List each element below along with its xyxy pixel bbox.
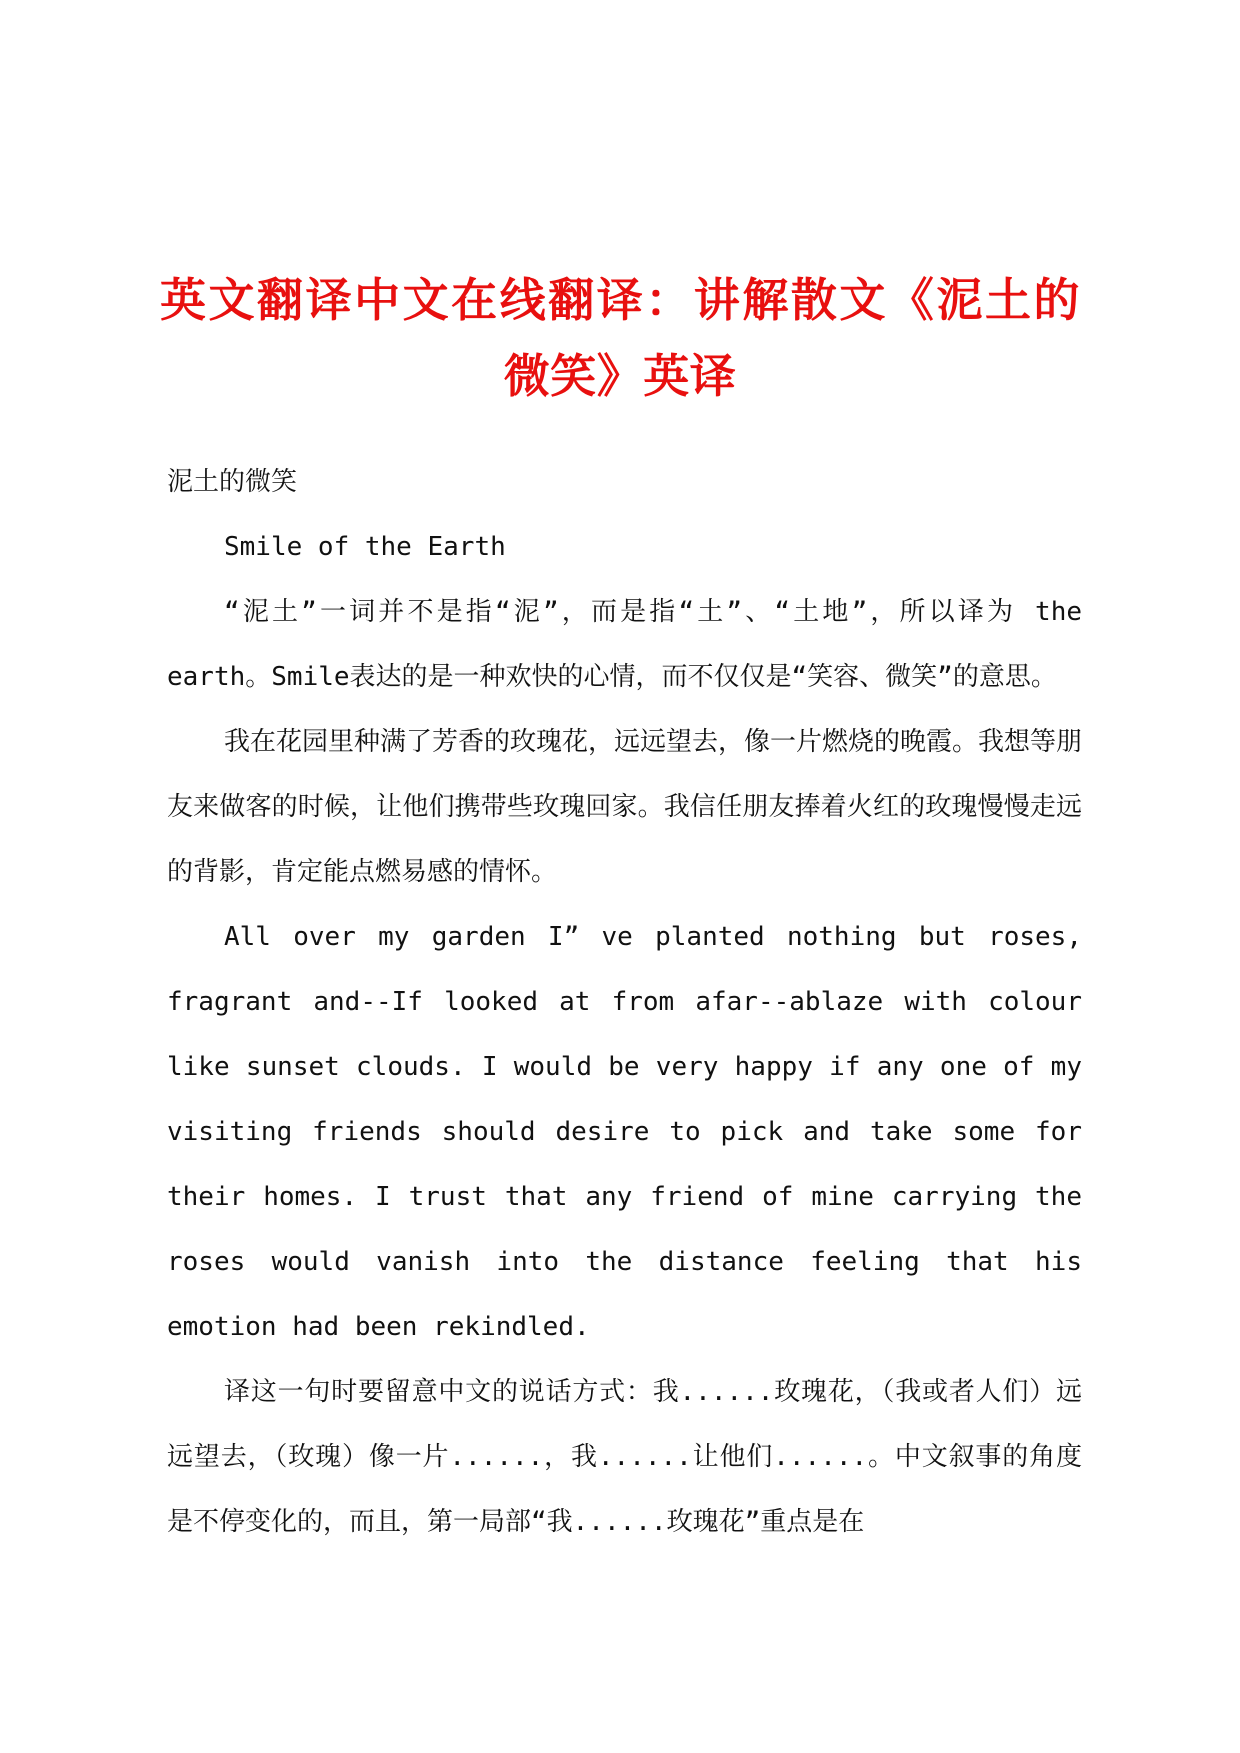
document-body: [167, 450, 1082, 1555]
title-translation-note: “泥土”一词并不是指“泥”，而是指“土”、“土地”，所以译为 the earth。Smile表达的是一种欢快的心情，而不仅仅是“笑容、微笑”的意思。: [167, 597, 1082, 692]
document-title: 英文翻译中文在线翻译：讲解散文《泥土的微笑》英译: [160, 273, 1080, 403]
chinese-source-paragraph: 我在花园里种满了芳香的玫瑰花，远远望去，像一片燃烧的晚霞。我想等朋友来做客的时候，让他们携带些玫瑰回家。我信任朋友捧着火红的玫瑰慢慢走远的背影，肯定能点燃易感的情怀。: [167, 727, 1083, 887]
english-essay-title: Smile of the Earth: [224, 532, 506, 562]
chinese-essay-title: 泥土的微笑: [167, 467, 298, 497]
translation-analysis-paragraph: 译这一句时要留意中文的说话方式：我......玫瑰花，（我或者人们）远远望去，（玫瑰）像一片......，我......让他们......。中文叙事的角度是不停变化的，而且，第一局部“我......玫瑰花”重点是在: [167, 1377, 1082, 1537]
english-translation-paragraph: All over my garden I” ve planted nothing but roses, fragrant and--If looked at from afar--ablaze with colour like sunset clouds. I would be very happy if any one of my visiting friends should desire to pick and take some for their homes. I trust that any friend of mine carrying the roses would vanish into the distance feeling that his emotion had been rekindled.: [167, 922, 1082, 1342]
